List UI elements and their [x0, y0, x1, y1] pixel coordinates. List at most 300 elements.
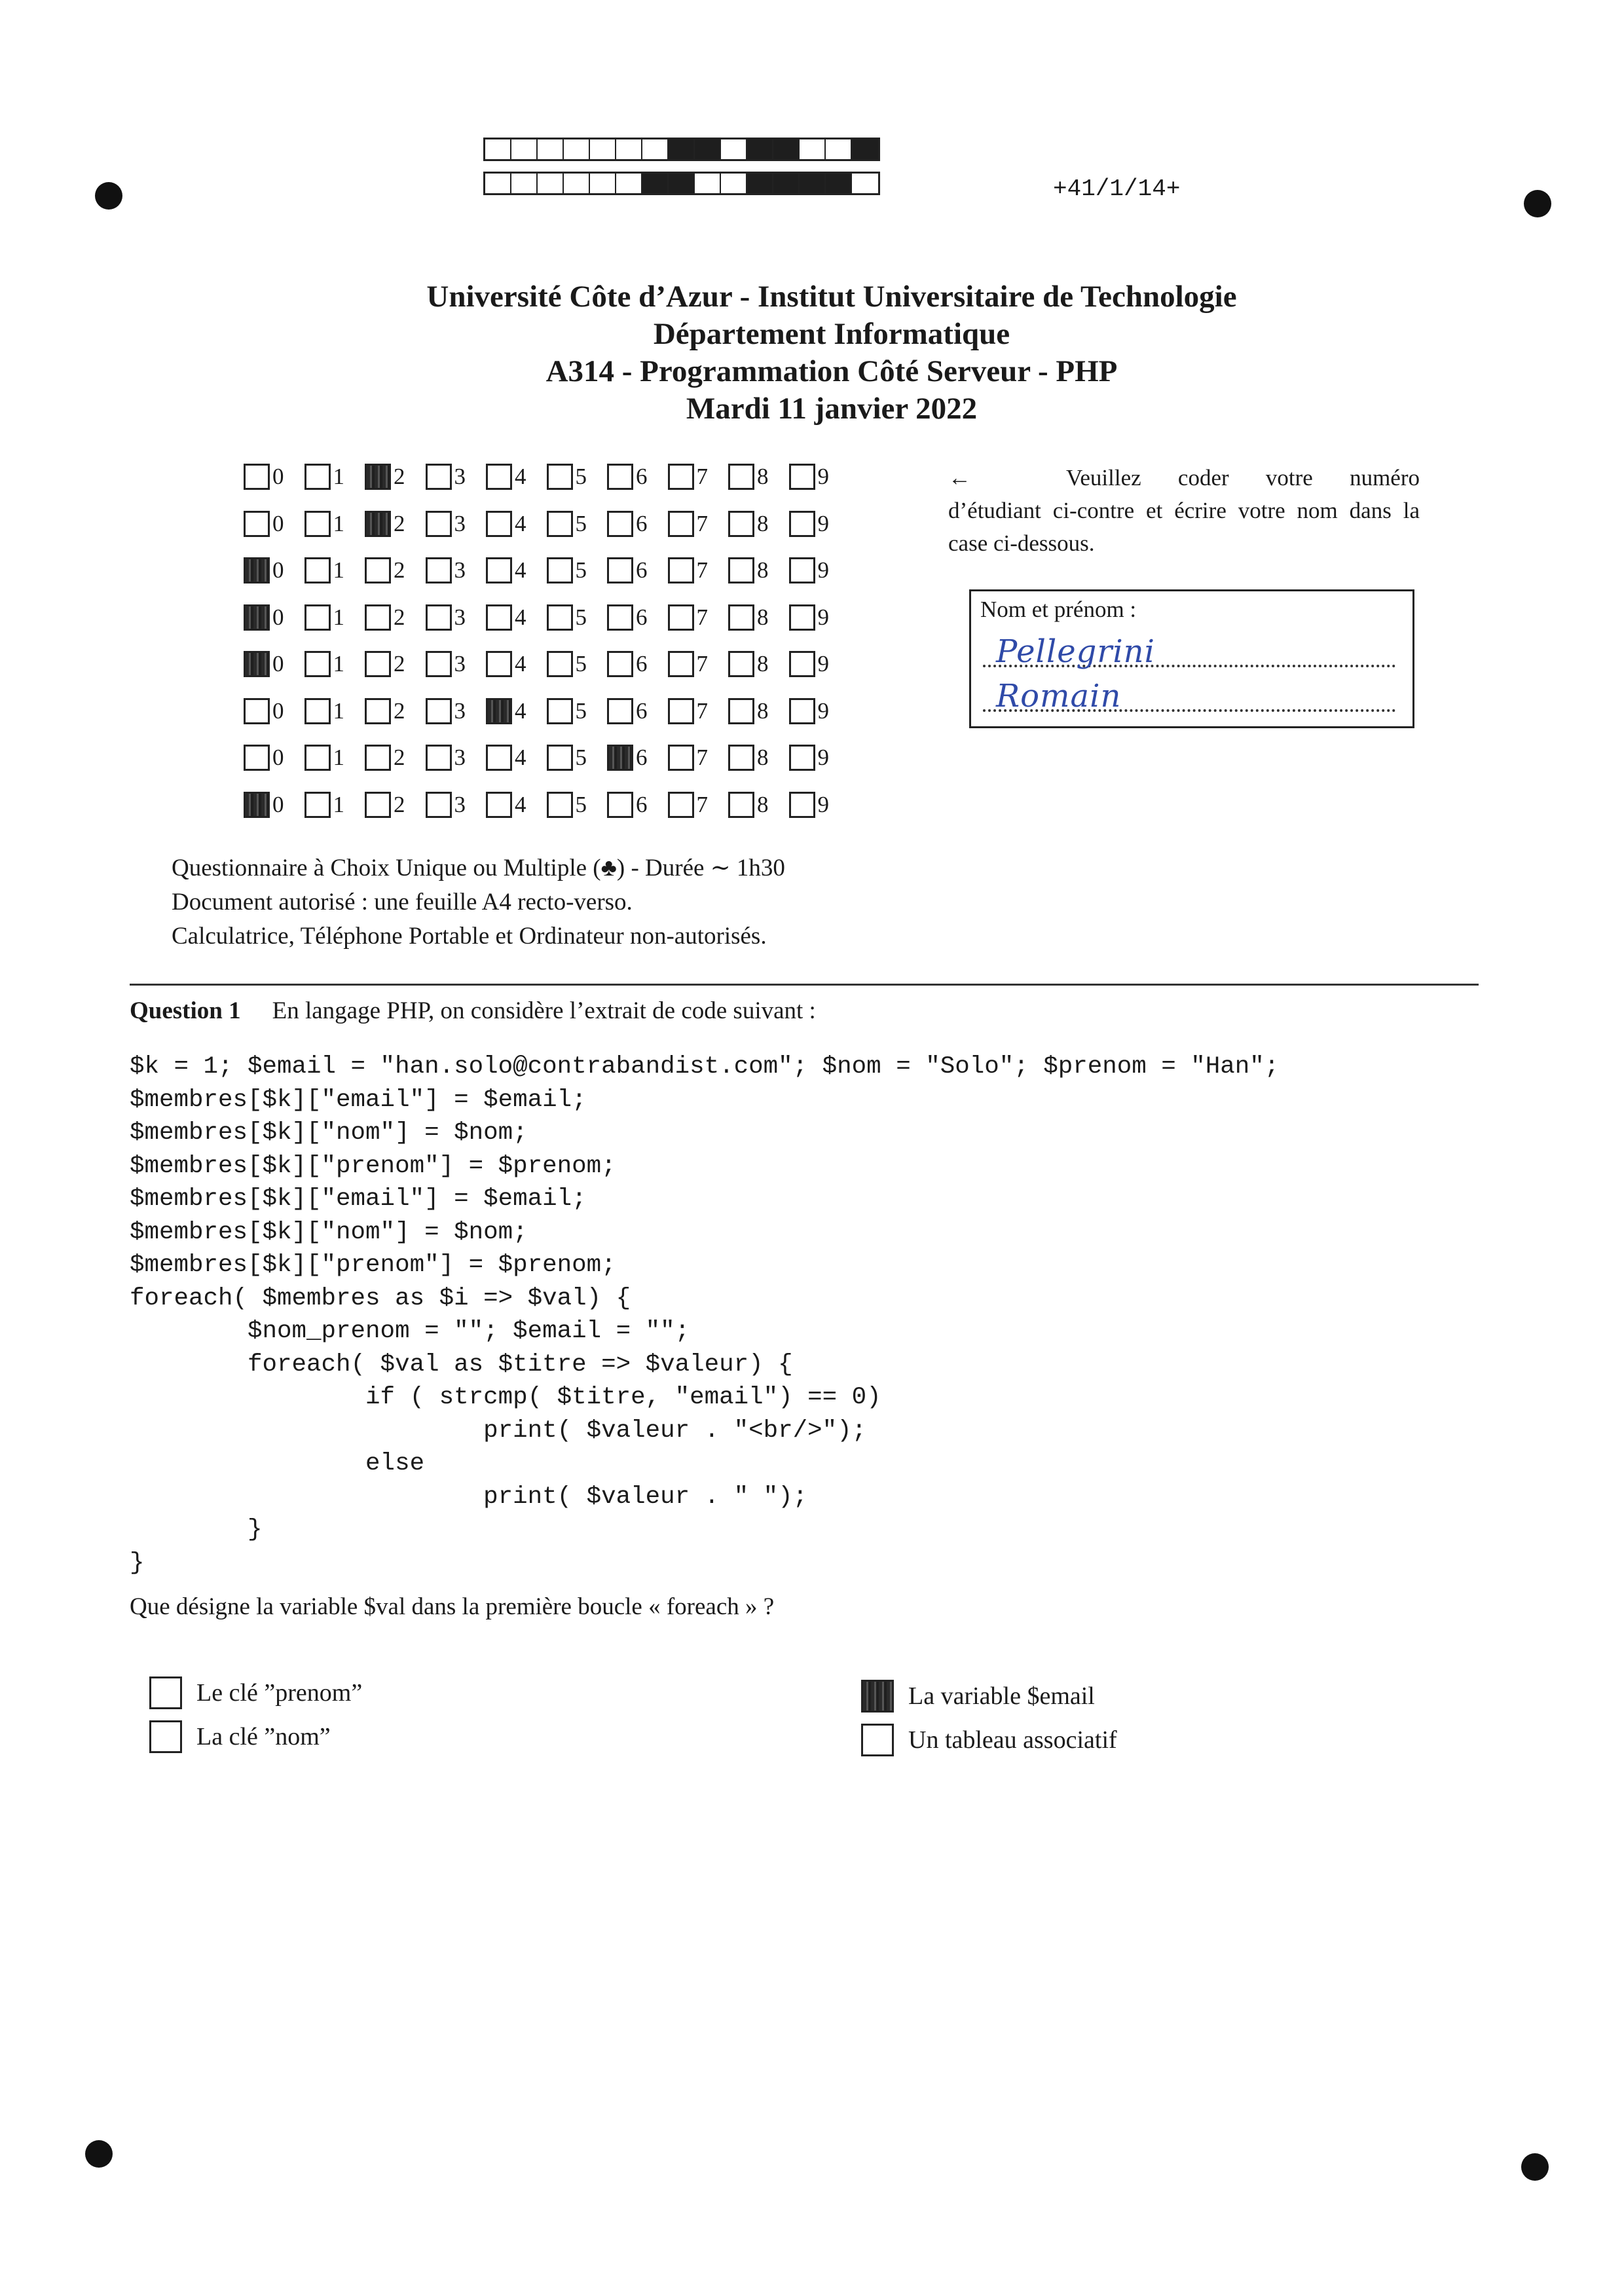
digit-checkbox[interactable] — [365, 604, 391, 631]
answer-label: La variable $email — [908, 1682, 1095, 1710]
digit-checkbox[interactable] — [365, 651, 391, 677]
barcode-cell — [800, 174, 826, 193]
digit-option[interactable] — [607, 644, 668, 677]
digit-checkbox[interactable] — [547, 698, 573, 724]
digit-label: 3 — [454, 604, 466, 630]
digit-option[interactable] — [728, 644, 789, 677]
digit-label: 5 — [575, 510, 587, 536]
digit-label: 5 — [575, 697, 587, 724]
digit-checkbox[interactable] — [728, 698, 754, 724]
digit-checkbox[interactable] — [304, 511, 331, 537]
digit-label: 3 — [454, 557, 466, 583]
digit-checkbox[interactable] — [486, 604, 512, 631]
digit-checkbox[interactable] — [304, 698, 331, 724]
digit-option[interactable] — [789, 457, 850, 490]
digit-label: 0 — [272, 510, 284, 536]
digit-checkbox[interactable] — [426, 511, 452, 537]
answer-option-3[interactable] — [861, 1680, 1095, 1713]
barcode-row-2 — [483, 172, 880, 195]
digit-label: 0 — [272, 651, 284, 676]
instructions — [948, 462, 1420, 560]
digit-checkbox[interactable] — [668, 792, 694, 818]
digit-checkbox[interactable] — [365, 557, 391, 583]
digit-checkbox[interactable] — [668, 557, 694, 583]
digit-option[interactable] — [426, 692, 487, 724]
digit-label: 7 — [696, 557, 708, 583]
digit-label: 4 — [515, 557, 526, 583]
barcode-cell — [616, 174, 642, 193]
grid-row — [244, 692, 849, 739]
php-code-snippet: $k = 1; $email = "han.solo@contrabandist.com"; $nom = "Solo"; $prenom = "Han"; $membres[$k]["email"] = $email; $membres[$k]["nom"] = $nom; $membres[$k]["prenom"] = $prenom; $membres[$k]["email"] = $email; $membres[$k]["nom"] = $nom; $membres[$k]["prenom"] = $prenom; foreach( $membres as $i => $val) { $nom_prenom = ""; $email = ""; foreach( $val as $titre => $valeur) { if ( strcmp( $titre, "email") == 0) print( $valeur . "<br/>"); else print( $valeur . " "); } } — [130, 1053, 1280, 1577]
student-number-grid — [244, 457, 849, 832]
digit-checkbox[interactable] — [607, 792, 633, 818]
digit-label: 0 — [272, 745, 284, 770]
digit-label: 2 — [394, 651, 405, 676]
digit-checkbox[interactable] — [244, 511, 270, 537]
divider — [130, 984, 1479, 986]
digit-checkbox[interactable] — [486, 698, 512, 724]
digit-option[interactable] — [426, 457, 487, 490]
barcode-cell — [800, 139, 826, 159]
digit-checkbox[interactable] — [607, 698, 633, 724]
digit-label: 6 — [636, 791, 648, 817]
digit-option[interactable] — [728, 551, 789, 583]
digit-checkbox[interactable] — [426, 604, 452, 631]
digit-checkbox[interactable] — [668, 698, 694, 724]
digit-option[interactable] — [365, 644, 426, 677]
barcode-cell — [852, 139, 878, 159]
digit-option[interactable] — [547, 551, 608, 583]
digit-option[interactable] — [607, 504, 668, 537]
digit-option[interactable] — [426, 504, 487, 537]
digit-option[interactable] — [426, 785, 487, 818]
digit-option[interactable] — [486, 738, 547, 771]
digit-label: 2 — [394, 510, 405, 536]
digit-checkbox[interactable] — [304, 651, 331, 677]
digit-label: 9 — [817, 791, 829, 817]
barcode-cell — [852, 174, 878, 193]
digit-checkbox[interactable] — [244, 557, 270, 583]
digit-option[interactable] — [547, 692, 608, 724]
digit-checkbox[interactable] — [486, 651, 512, 677]
digit-label: 7 — [696, 651, 708, 676]
barcode-cell — [642, 139, 669, 159]
digit-option[interactable] — [304, 692, 365, 724]
digit-label: 7 — [696, 604, 708, 630]
digit-option[interactable] — [607, 785, 668, 818]
exam-header — [0, 278, 1624, 428]
digit-checkbox[interactable] — [244, 745, 270, 771]
digit-checkbox[interactable] — [304, 464, 331, 490]
barcode-cell — [511, 174, 538, 193]
digit-checkbox[interactable] — [426, 698, 452, 724]
digit-label: 3 — [454, 745, 466, 770]
question-prompt: Que désigne la variable $val dans la première boucle « foreach » ? — [130, 1593, 775, 1620]
digit-checkbox[interactable] — [486, 511, 512, 537]
digit-checkbox[interactable] — [244, 792, 270, 818]
digit-option[interactable] — [668, 457, 729, 490]
digit-checkbox[interactable] — [607, 464, 633, 490]
grid-row — [244, 457, 849, 504]
digit-checkbox[interactable] — [728, 464, 754, 490]
digit-label: 8 — [757, 791, 769, 817]
handwritten-first-name: Romain — [996, 678, 1122, 714]
digit-option[interactable] — [244, 785, 304, 818]
digit-checkbox[interactable] — [547, 651, 573, 677]
digit-option[interactable] — [789, 504, 850, 537]
digit-option[interactable] — [789, 692, 850, 724]
digit-option[interactable] — [304, 457, 365, 490]
digit-label: 5 — [575, 651, 587, 676]
digit-option[interactable] — [486, 457, 547, 490]
answer-checkbox[interactable] — [149, 1720, 182, 1753]
answer-checkbox[interactable] — [861, 1680, 894, 1713]
digit-checkbox[interactable] — [426, 745, 452, 771]
registration-mark-top-right — [1524, 190, 1551, 217]
digit-label: 3 — [454, 791, 466, 817]
digit-option[interactable] — [365, 504, 426, 537]
barcode-cell — [564, 174, 590, 193]
digit-label: 8 — [757, 604, 769, 630]
digit-checkbox[interactable] — [365, 698, 391, 724]
instructions-text: Veuillez coder votre numéro d’étudiant ci-contre et écrire votre nom dans la case ci-dessous. — [948, 465, 1420, 556]
digit-option[interactable] — [668, 644, 729, 677]
barcode-cell — [485, 139, 511, 159]
digit-option[interactable] — [728, 504, 789, 537]
digit-checkbox[interactable] — [789, 464, 815, 490]
digit-label: 4 — [515, 697, 526, 724]
digit-checkbox[interactable] — [668, 604, 694, 631]
digit-checkbox[interactable] — [607, 651, 633, 677]
registration-mark-bottom-left — [85, 2140, 113, 2168]
name-line-1[interactable] — [983, 632, 1395, 671]
digit-checkbox[interactable] — [304, 745, 331, 771]
digit-label: 1 — [333, 745, 344, 770]
exam-info-line-2: Document autorisé : une feuille A4 recto-verso. — [172, 889, 633, 916]
digit-label: 1 — [333, 557, 344, 583]
digit-option[interactable] — [547, 738, 608, 771]
digit-option[interactable] — [547, 644, 608, 677]
digit-option[interactable] — [304, 738, 365, 771]
digit-option[interactable] — [607, 692, 668, 724]
barcode-cell — [721, 139, 747, 159]
digit-option[interactable] — [486, 551, 547, 583]
digit-label: 8 — [757, 697, 769, 724]
digit-label: 5 — [575, 604, 587, 630]
digit-checkbox[interactable] — [607, 604, 633, 631]
digit-label: 2 — [394, 791, 405, 817]
digit-checkbox[interactable] — [728, 792, 754, 818]
digit-option[interactable] — [244, 551, 304, 583]
registration-mark-top-left — [95, 182, 122, 210]
digit-label: 0 — [272, 791, 284, 817]
digit-label: 7 — [696, 464, 708, 489]
digit-label: 6 — [636, 604, 648, 630]
digit-checkbox[interactable] — [486, 464, 512, 490]
digit-label: 3 — [454, 697, 466, 724]
digit-label: 1 — [333, 791, 344, 817]
digit-checkbox[interactable] — [426, 651, 452, 677]
answer-checkbox[interactable] — [861, 1724, 894, 1756]
digit-label: 9 — [817, 464, 829, 489]
digit-checkbox[interactable] — [789, 698, 815, 724]
grid-row — [244, 551, 849, 598]
digit-checkbox[interactable] — [547, 745, 573, 771]
digit-option[interactable] — [547, 598, 608, 631]
digit-option[interactable] — [668, 785, 729, 818]
digit-checkbox[interactable] — [365, 511, 391, 537]
digit-checkbox[interactable] — [426, 464, 452, 490]
digit-label: 2 — [394, 464, 405, 489]
grid-row — [244, 504, 849, 551]
digit-option[interactable] — [789, 785, 850, 818]
digit-label: 6 — [636, 464, 648, 489]
digit-label: 4 — [515, 464, 526, 489]
digit-checkbox[interactable] — [668, 745, 694, 771]
digit-option[interactable] — [304, 504, 365, 537]
digit-label: 3 — [454, 651, 466, 676]
barcode-cell — [747, 139, 773, 159]
digit-checkbox[interactable] — [244, 464, 270, 490]
digit-option[interactable] — [365, 457, 426, 490]
header-course: A314 - Programmation Côté Serveur - PHP — [545, 354, 1118, 388]
digit-checkbox[interactable] — [607, 745, 633, 771]
answer-option-1[interactable] — [149, 1676, 362, 1709]
grid-row — [244, 785, 849, 832]
digit-checkbox[interactable] — [486, 557, 512, 583]
digit-option[interactable] — [668, 738, 729, 771]
digit-checkbox[interactable] — [728, 511, 754, 537]
digit-option[interactable] — [486, 644, 547, 677]
barcode-cell — [721, 174, 747, 193]
digit-label: 0 — [272, 604, 284, 630]
digit-option[interactable] — [304, 598, 365, 631]
digit-checkbox[interactable] — [486, 745, 512, 771]
digit-option[interactable] — [607, 738, 668, 771]
digit-checkbox[interactable] — [426, 792, 452, 818]
digit-label: 3 — [454, 510, 466, 536]
digit-option[interactable] — [728, 738, 789, 771]
answer-checkbox[interactable] — [149, 1676, 182, 1709]
answer-label: Le clé ”prenom” — [196, 1679, 363, 1707]
digit-label: 7 — [696, 791, 708, 817]
digit-checkbox[interactable] — [547, 557, 573, 583]
digit-option[interactable] — [365, 598, 426, 631]
question-intro: En langage PHP, on considère l’extrait de code suivant : — [272, 997, 816, 1024]
digit-option[interactable] — [547, 785, 608, 818]
left-arrow-icon: ← — [948, 465, 971, 491]
digit-option[interactable] — [789, 644, 850, 677]
digit-option[interactable] — [668, 692, 729, 724]
digit-checkbox[interactable] — [607, 557, 633, 583]
digit-option[interactable] — [607, 457, 668, 490]
digit-label: 1 — [333, 510, 344, 536]
barcode-cell — [616, 139, 642, 159]
digit-option[interactable] — [486, 598, 547, 631]
digit-label: 8 — [757, 510, 769, 536]
digit-checkbox[interactable] — [547, 604, 573, 631]
digit-checkbox[interactable] — [728, 745, 754, 771]
digit-checkbox[interactable] — [728, 651, 754, 677]
digit-option[interactable] — [486, 504, 547, 537]
question-header — [130, 997, 816, 1025]
digit-checkbox[interactable] — [365, 792, 391, 818]
digit-checkbox[interactable] — [789, 651, 815, 677]
digit-checkbox[interactable] — [547, 511, 573, 537]
question-number: Question 1 — [130, 997, 241, 1024]
digit-option[interactable] — [244, 644, 304, 677]
header-department: Département Informatique — [653, 317, 1010, 351]
digit-label: 0 — [272, 697, 284, 724]
digit-checkbox[interactable] — [728, 557, 754, 583]
digit-checkbox[interactable] — [426, 557, 452, 583]
digit-label: 6 — [636, 651, 648, 676]
digit-option[interactable] — [365, 692, 426, 724]
digit-label: 9 — [817, 697, 829, 724]
digit-label: 6 — [636, 745, 648, 770]
digit-option[interactable] — [607, 551, 668, 583]
exam-info-line-1: Questionnaire à Choix Unique ou Multiple (♣) - Durée ∼ 1h30 — [172, 855, 785, 881]
digit-checkbox[interactable] — [244, 651, 270, 677]
answer-label: Un tableau associatif — [908, 1726, 1117, 1754]
digit-checkbox[interactable] — [607, 511, 633, 537]
digit-label: 6 — [636, 557, 648, 583]
digit-option[interactable] — [244, 504, 304, 537]
digit-label: 5 — [575, 557, 587, 583]
digit-option[interactable] — [789, 598, 850, 631]
digit-option[interactable] — [426, 551, 487, 583]
barcode-cell — [511, 139, 538, 159]
digit-option[interactable] — [728, 598, 789, 631]
digit-checkbox[interactable] — [547, 464, 573, 490]
digit-label: 2 — [394, 697, 405, 724]
digit-checkbox[interactable] — [244, 604, 270, 631]
digit-option[interactable] — [728, 785, 789, 818]
digit-label: 8 — [757, 464, 769, 489]
name-box-label: Nom et prénom : — [980, 597, 1137, 622]
exam-info — [172, 851, 785, 954]
answer-label: La clé ”nom” — [196, 1723, 331, 1750]
digit-option[interactable] — [426, 644, 487, 677]
digit-label: 2 — [394, 604, 405, 630]
digit-option[interactable] — [244, 598, 304, 631]
digit-label: 4 — [515, 651, 526, 676]
name-box[interactable] — [969, 589, 1414, 728]
digit-option[interactable] — [244, 692, 304, 724]
digit-option[interactable] — [304, 551, 365, 583]
digit-checkbox[interactable] — [668, 511, 694, 537]
digit-label: 0 — [272, 464, 284, 489]
name-line-2[interactable] — [983, 676, 1395, 716]
digit-checkbox[interactable] — [365, 464, 391, 490]
digit-label: 6 — [636, 697, 648, 724]
digit-checkbox[interactable] — [304, 557, 331, 583]
digit-label: 5 — [575, 745, 587, 770]
digit-checkbox[interactable] — [789, 792, 815, 818]
barcode-cell — [564, 139, 590, 159]
digit-checkbox[interactable] — [668, 651, 694, 677]
digit-option[interactable] — [426, 738, 487, 771]
digit-label: 8 — [757, 651, 769, 676]
digit-label: 5 — [575, 464, 587, 489]
digit-checkbox[interactable] — [668, 464, 694, 490]
digit-label: 7 — [696, 510, 708, 536]
barcode-cell — [538, 174, 564, 193]
barcode-cell — [485, 174, 511, 193]
digit-label: 1 — [333, 464, 344, 489]
digit-option[interactable] — [426, 598, 487, 631]
digit-option[interactable] — [365, 551, 426, 583]
digit-label: 1 — [333, 651, 344, 676]
barcode-cell — [773, 139, 800, 159]
digit-checkbox[interactable] — [789, 557, 815, 583]
digit-label: 9 — [817, 604, 829, 630]
answer-option-2[interactable] — [149, 1720, 331, 1753]
digit-checkbox[interactable] — [789, 511, 815, 537]
digit-option[interactable] — [244, 738, 304, 771]
grid-row — [244, 644, 849, 692]
digit-checkbox[interactable] — [789, 604, 815, 631]
digit-label: 9 — [817, 510, 829, 536]
digit-label: 2 — [394, 745, 405, 770]
digit-option[interactable] — [365, 738, 426, 771]
digit-option[interactable] — [244, 457, 304, 490]
digit-checkbox[interactable] — [244, 698, 270, 724]
digit-option[interactable] — [304, 644, 365, 677]
digit-option[interactable] — [486, 692, 547, 724]
digit-option[interactable] — [789, 551, 850, 583]
digit-label: 7 — [696, 745, 708, 770]
digit-option[interactable] — [547, 504, 608, 537]
answer-option-4[interactable] — [861, 1724, 1117, 1756]
exam-info-line-3: Calculatrice, Téléphone Portable et Ordinateur non-autorisés. — [172, 923, 767, 950]
digit-option[interactable] — [668, 551, 729, 583]
header-date: Mardi 11 janvier 2022 — [686, 392, 978, 426]
digit-checkbox[interactable] — [304, 604, 331, 631]
digit-option[interactable] — [547, 457, 608, 490]
page-id: +41/1/14+ — [1053, 176, 1181, 202]
digit-checkbox[interactable] — [789, 745, 815, 771]
barcode-cell — [590, 139, 616, 159]
grid-row — [244, 598, 849, 645]
digit-checkbox[interactable] — [486, 792, 512, 818]
barcode-cell — [590, 174, 616, 193]
digit-option[interactable] — [304, 785, 365, 818]
digit-checkbox[interactable] — [547, 792, 573, 818]
header-university: Université Côte d’Azur - Institut Universitaire de Technologie — [426, 280, 1237, 314]
digit-checkbox[interactable] — [365, 745, 391, 771]
digit-checkbox[interactable] — [304, 792, 331, 818]
digit-option[interactable] — [486, 785, 547, 818]
digit-option[interactable] — [728, 457, 789, 490]
digit-checkbox[interactable] — [728, 604, 754, 631]
barcode-cell — [642, 174, 669, 193]
digit-option[interactable] — [668, 598, 729, 631]
digit-label: 2 — [394, 557, 405, 583]
digit-option[interactable] — [365, 785, 426, 818]
barcode-cell — [538, 139, 564, 159]
digit-label: 8 — [757, 557, 769, 583]
digit-label: 9 — [817, 745, 829, 770]
digit-option[interactable] — [668, 504, 729, 537]
digit-label: 5 — [575, 791, 587, 817]
barcode-cell — [747, 174, 773, 193]
digit-label: 4 — [515, 604, 526, 630]
barcode-row-1 — [483, 138, 880, 161]
digit-option[interactable] — [607, 598, 668, 631]
digit-option[interactable] — [728, 692, 789, 724]
digit-option[interactable] — [789, 738, 850, 771]
